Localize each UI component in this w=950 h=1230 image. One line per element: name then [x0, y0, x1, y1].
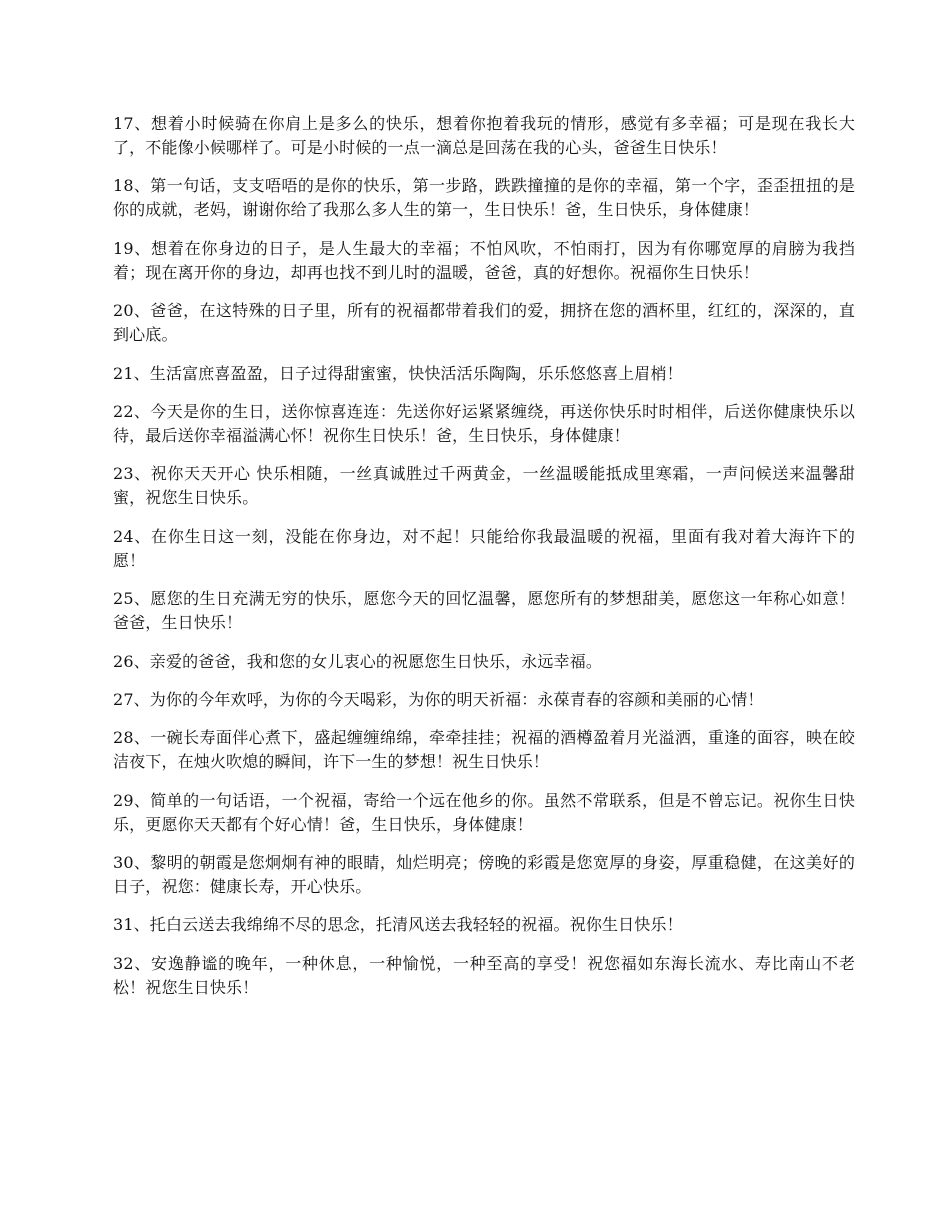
- wish-item-25: 25、愿您的生日充满无穷的快乐，愿您今天的回忆温馨，愿您所有的梦想甜美，愿您这一年称心如意！爸爸，生日快乐！: [113, 589, 855, 633]
- wish-item-20: 20、爸爸，在这特殊的日子里，所有的祝福都带着我们的爱，拥挤在您的酒杯里，红红的，深深的，直到心底。: [113, 301, 855, 345]
- wish-item-19: 19、想着在你身边的日子，是人生最大的幸福；不怕风吹，不怕雨打，因为有你哪宽厚的肩膀为我挡着；现在离开你的身边，却再也找不到儿时的温暖，爸爸，真的好想你。祝福你生日快乐！: [113, 238, 855, 282]
- wish-item-22: 22、今天是你的生日，送你惊喜连连：先送你好运紧紧缠绕，再送你快乐时时相伴，后送你健康快乐以待，最后送你幸福溢满心怀！祝你生日快乐！爸，生日快乐，身体健康！: [113, 401, 855, 445]
- wish-item-17: 17、想着小时候骑在你肩上是多么的快乐，想着你抱着我玩的情形，感觉有多幸福；可是现在我长大了，不能像小候哪样了。可是小时候的一点一滴总是回荡在我的心头，爸爸生日快乐！: [113, 114, 855, 157]
- wish-list: [113, 112, 855, 1000]
- wish-item-27: 27、为你的今年欢呼，为你的今天喝彩，为你的明天祈福：永葆青春的容颜和美丽的心情！: [113, 689, 764, 709]
- wish-item-18: 18、第一句话，支支唔唔的是你的快乐，第一步路，跌跌撞撞的是你的幸福，第一个字，歪歪扭扭的是你的成就，老妈，谢谢你给了我那么多人生的第一，生日快乐！爸，生日快乐，身体健康！: [113, 176, 855, 220]
- wish-item-21: 21、生活富庶喜盈盈，日子过得甜蜜蜜，快快活活乐陶陶，乐乐悠悠喜上眉梢！: [113, 363, 683, 383]
- wish-item-31: 31、托白云送去我绵绵不尽的思念，托清风送去我轻轻的祝福。祝你生日快乐！: [113, 915, 683, 935]
- wish-item-28: 28、一碗长寿面伴心煮下，盛起缠缠绵绵，牵牵挂挂；祝福的酒樽盈着月光溢洒，重逢的面容，映在皎洁夜下，在烛火吹熄的瞬间，许下一生的梦想！祝生日快乐！: [113, 728, 855, 772]
- wish-item-26: 26、亲爱的爸爸，我和您的女儿衷心的祝愿您生日快乐，永远幸福。: [113, 651, 603, 671]
- wish-item-32: 32、安逸静谧的晚年，一种休息，一种愉悦，一种至高的享受！祝您福如东海长流水、寿比南山不老松！祝您生日快乐！: [113, 953, 855, 997]
- wish-item-24: 24、在你生日这一刻，没能在你身边，对不起！只能给你我最温暖的祝福，里面有我对着大海许下的愿！: [113, 526, 855, 570]
- wish-item-30: 30、黎明的朝霞是您炯炯有神的眼睛，灿烂明亮；傍晚的彩霞是您宽厚的身姿，厚重稳健，在这美好的日子，祝您：健康长寿，开心快乐。: [113, 853, 855, 897]
- wish-item-29: 29、简单的一句话语，一个祝福，寄给一个远在他乡的你。虽然不常联系，但是不曾忘记。祝你生日快乐，更愿你天天都有个好心情！爸，生日快乐，身体健康！: [113, 790, 855, 834]
- wish-item-23: 23、祝你天天开心 快乐相随，一丝真诚胜过千两黄金，一丝温暖能抵成里寒霜，一声问候送来温馨甜蜜，祝您生日快乐。: [113, 464, 855, 508]
